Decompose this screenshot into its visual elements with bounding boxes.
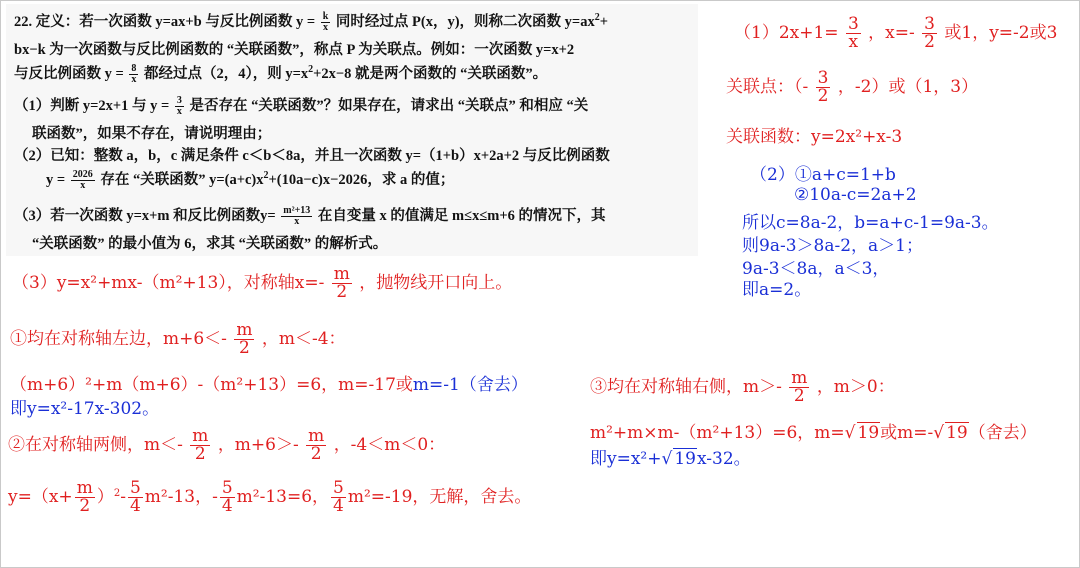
exponent: 2 (263, 170, 269, 181)
fraction-denominator: 2 (79, 496, 91, 516)
problem-line-9: “关联函数” 的最小值为 6，求其 “关联函数” 的解析式。 (32, 236, 388, 252)
sqrt-sign: √ (661, 449, 673, 469)
problem-line-3 (14, 62, 547, 85)
problem-statement (6, 4, 698, 256)
solution-text: 即y=x²+ (590, 449, 662, 469)
exponent: 2 (594, 12, 600, 23)
solution-text: ，-2）或（1，3） (837, 77, 979, 97)
problem-text: （1）判断 y=2x+1 与 (14, 98, 147, 114)
answer-1-function: 关联函数：y=2x²+x-3 (726, 127, 903, 147)
problem-line-1 (14, 10, 608, 33)
fraction-3-over-2 (816, 70, 831, 105)
fraction-denominator: x (131, 74, 137, 86)
answer-2-line-4: 则9a-3＞8a-2，a＞1； (742, 236, 923, 256)
fraction-numerator: 5 (333, 478, 344, 498)
case-2-equation (8, 480, 531, 515)
problem-line-2: bx−k 为一次函数与反比例函数的 “关联函数”，称点 P 为关联点。例如：一次函数 y=x+2 (14, 42, 575, 58)
fraction-numerator: 3 (924, 14, 935, 34)
problem-text: y = (150, 98, 170, 114)
solution-text: （m+6）²+m（m+6）-（m²+13）=6，m=-17或 (10, 375, 413, 395)
solution-text: ，m＞0： (816, 377, 895, 397)
fraction-2026-over-x (71, 170, 95, 191)
fraction-denominator: 4 (221, 496, 233, 516)
problem-line-6: （2）已知：整数 a，b，c 满足条件 c＜b＜8a，并且一次函数 y=（1+b）x+2a+2 与反比例函数 (14, 148, 610, 164)
problem-line-4 (14, 94, 588, 117)
fraction-numerator: 3 (847, 14, 859, 34)
fraction-5-over-4 (128, 480, 143, 515)
sqrt-radicand: 19 (857, 423, 880, 443)
fraction-m-over-2 (789, 370, 809, 405)
answer-2-line-2: ②10a-c=2a+2 (794, 185, 917, 205)
fraction-denominator: 2 (793, 386, 805, 406)
fraction-numerator: 5 (129, 478, 141, 498)
fraction-denominator: x (176, 106, 182, 118)
fraction-5-over-4 (220, 480, 235, 515)
fraction-numerator: 8 (131, 63, 137, 75)
fraction-denominator: x (294, 216, 300, 228)
problem-text: 同时经过点 P(x，y)，则称二次函数 y=ax (335, 14, 595, 30)
case-1-condition (10, 322, 346, 357)
case-3-condition (590, 370, 895, 405)
solution-text: x-32。 (696, 449, 751, 469)
exponent: 2 (308, 64, 314, 75)
fraction-denominator: 2 (924, 32, 935, 52)
fraction-numerator: 5 (221, 478, 233, 498)
fraction-numerator: m (236, 320, 253, 340)
solution-text: 或m=- (880, 423, 934, 443)
case-2-condition (8, 428, 445, 463)
sqrt-radicand: 19 (946, 423, 968, 443)
fraction-denominator: 4 (333, 496, 344, 516)
solution-text: ） (96, 487, 114, 507)
fraction-m-over-2 (75, 480, 95, 515)
solution-text: 关联点：（- (726, 77, 809, 97)
answer-2-line-6: 即a=2。 (742, 280, 812, 300)
fraction-denominator: 2 (310, 444, 322, 464)
fraction-numerator: 2026 (72, 169, 93, 181)
fraction-numerator: m (76, 478, 93, 498)
problem-text: 22. 定义：若一次函数 y=ax+b 与反比例函数 (14, 14, 293, 30)
fraction-8-over-x (129, 64, 138, 85)
case-3-answer (590, 444, 751, 469)
problem-text: 是否存在 “关联函数”？如果存在，请求出 “关联点” 和相应 “关 (189, 98, 589, 114)
sqrt-radicand: 19 (674, 449, 696, 469)
sqrt-sign: √ (844, 423, 856, 443)
problem-text: y = (104, 66, 124, 82)
fraction-denominator: x (80, 180, 86, 192)
solution-text: m²-13=6， (236, 487, 330, 507)
fraction-m-over-2 (234, 322, 254, 357)
problem-line-8 (14, 204, 606, 227)
answer-3-intro (12, 266, 512, 301)
solution-text: ②在对称轴两侧，m＜- (8, 435, 183, 455)
solution-text: m²+m×m-（m²+13）=6，m= (590, 423, 845, 443)
problem-text: 都经过点（2，4），则 y=x (144, 66, 309, 82)
problem-text: 在自变量 x 的值满足 m≤x≤m+6 的情况下，其 (317, 208, 606, 224)
solution-text: m=-1（舍去） (412, 375, 528, 395)
fraction-m-over-2 (332, 266, 352, 301)
problem-text: + (599, 14, 608, 30)
answer-2-line-1: （2）①a+c=1+b (750, 165, 896, 185)
fraction-m2-plus-13-over-x (281, 206, 312, 227)
problem-text: +2x−8 就是两个函数的 “关联函数”。 (313, 66, 548, 82)
solution-text: （舍去） (968, 423, 1037, 443)
exponent: 2 (113, 488, 121, 499)
solution-text: （3）y=x²+mx-（m²+13），对称轴x=- (12, 273, 325, 293)
solution-text: y=（x+ (8, 487, 73, 507)
solution-text: 或1，y=-2或3 (944, 23, 1058, 43)
fraction-3-over-2 (922, 16, 937, 51)
fraction-m-over-2 (190, 428, 210, 463)
fraction-5-over-4 (331, 480, 346, 515)
fraction-denominator: x (323, 22, 329, 34)
fraction-numerator: 3 (817, 68, 829, 88)
problem-text: +(10a−c)x−2026，求 a 的值； (268, 172, 455, 188)
problem-line-5: 联函数”，如果不存在，请说明理由； (32, 126, 272, 142)
answer-2-line-5: 9a-3＜8a，a＜3， (742, 259, 890, 279)
solution-text: m²=-19，无解，舍去。 (347, 487, 532, 507)
solution-text: - (120, 487, 126, 507)
solution-text: ，-4＜m＜0： (333, 435, 446, 455)
fraction-3-over-x (846, 16, 861, 51)
sqrt-sign: √ (933, 423, 945, 443)
answer-1-equation (734, 16, 1057, 51)
problem-text: 存在 “关联函数” y=(a+c)x (100, 172, 264, 188)
solution-text: ，抛物线开口向上。 (359, 273, 513, 293)
fraction-denominator: x (848, 32, 859, 52)
case-1-equation (10, 370, 528, 395)
answer-2-line-3: 所以c=8a-2，b=a+c-1=9a-3。 (742, 213, 999, 233)
fraction-denominator: 2 (194, 444, 206, 464)
solution-text: ，x=- (868, 23, 915, 43)
fraction-m-over-2 (306, 428, 326, 463)
solution-text: m²-13，- (144, 487, 218, 507)
fraction-denominator: 2 (238, 338, 250, 358)
case-1-answer: 即y=x²-17x-302。 (10, 399, 160, 419)
problem-line-7 (46, 168, 454, 191)
solution-text: ①均在对称轴左边，m+6＜- (10, 329, 227, 349)
fraction-3-over-x (175, 96, 184, 117)
fraction-denominator: 4 (129, 496, 141, 516)
solution-text: ，m+6＞- (217, 435, 299, 455)
fraction-k-over-x (321, 12, 331, 33)
case-3-equation (590, 418, 1037, 443)
fraction-numerator: m²+13 (283, 205, 311, 217)
fraction-numerator: m (192, 426, 209, 446)
answer-1-points (726, 70, 978, 105)
fraction-denominator: 2 (817, 86, 829, 106)
problem-text: y = (295, 14, 316, 30)
solution-text: ③均在对称轴右侧，m＞- (590, 377, 782, 397)
problem-text: y = (46, 172, 66, 188)
problem-text: 与反比例函数 (14, 66, 101, 82)
fraction-denominator: 2 (336, 282, 348, 302)
fraction-numerator: k (322, 11, 329, 23)
solution-text: （1）2x+1= (734, 23, 839, 43)
fraction-numerator: m (308, 426, 325, 446)
fraction-numerator: 3 (176, 95, 182, 107)
fraction-numerator: m (791, 368, 808, 388)
solution-text: ，m＜-4： (261, 329, 346, 349)
fraction-numerator: m (333, 264, 350, 284)
problem-text: （3）若一次函数 y=x+m 和反比例函数y= (14, 208, 276, 224)
